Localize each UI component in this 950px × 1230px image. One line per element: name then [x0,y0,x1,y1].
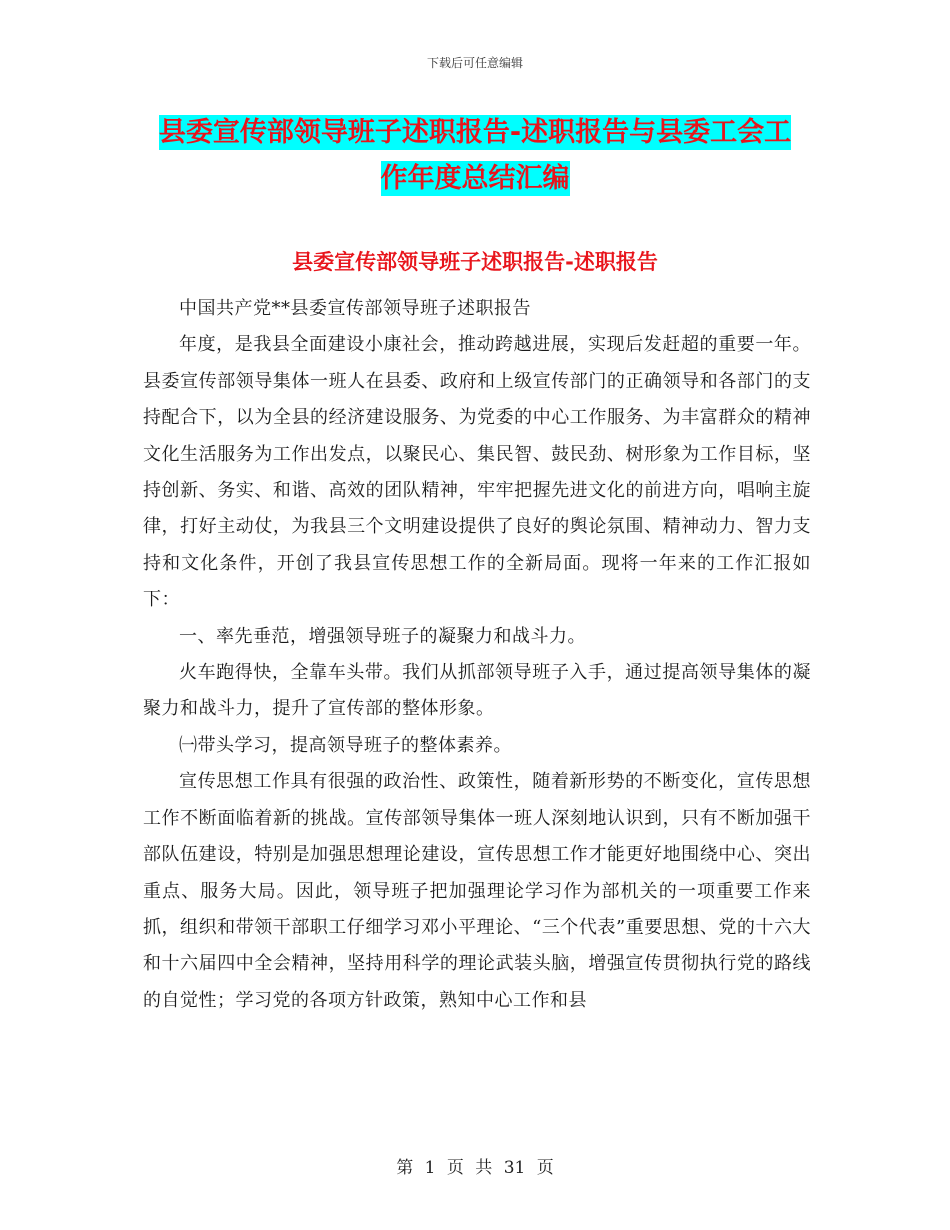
document-title-line-1: 县委宣传部领导班子述职报告-述职报告与县委工会工 [158,117,792,148]
document-title-line-2: 作年度总结汇编 [380,163,570,194]
paragraph: ㈠带头学习，提高领导班子的整体素养。 [179,734,512,756]
document-title [120,110,830,202]
body-text [143,291,811,1019]
paragraph: 宣传思想工作具有很强的政治性、政策性，随着新形势的不断变化，宣传思想工作不断面临着新的挑战。宣传部领导集体一班人深刻地认识到，只有不断加强干部队伍建设，特别是加强思想理论建设，宣传思想工作才能更好地围绕中心、突出重点、服务大局。因此，领导班子把加强理论学习作为部机关的一项重要工作来抓，组织和带领干部职工仔细学习邓小平理论、“三个代表”重要思想、党的十六大和十六届四中全会精神，坚持用科学的理论武装头脑，增强宣传贯彻执行党的路线的自觉性；学习党的各项方针政策，熟知中心工作和县 [143,771,811,1011]
paragraph: 年度，是我县全面建设小康社会，推动跨越进展，实现后发赶超的重要一年。县委宣传部领导集体一班人在县委、政府和上级宣传部门的正确领导和各部门的支持配合下，以为全县的经济建设服务、为党委的中心工作服务、为丰富群众的精神文化生活服务为工作出发点，以聚民心、集民智、鼓民劲、树形象为工作目标，坚持创新、务实、和谐、高效的团队精神，牢牢把握先进文化的前进方向，唱响主旋律，打好主动仗，为我县三个文明建设提供了良好的舆论氛围、精神动力、智力支持和文化条件，开创了我县宣传思想工作的全新局面。现将一年来的工作汇报如下： [143,334,811,611]
paragraph: 一、率先垂范，增强领导班子的凝聚力和战斗力。 [179,625,586,647]
paragraph: 火车跑得快，全靠车头带。我们从抓部领导班子入手，通过提高领导集体的凝聚力和战斗力，提升了宣传部的整体形象。 [143,662,811,720]
paragraph: 中国共产党**县委宣传部领导班子述职报告 [179,298,531,319]
section-title: 县委宣传部领导班子述职报告-述职报告 [292,250,658,274]
header-note: 下载后可任意编辑 [426,56,523,70]
page-footer: 第 1 页 共 31 页 [396,1158,554,1178]
